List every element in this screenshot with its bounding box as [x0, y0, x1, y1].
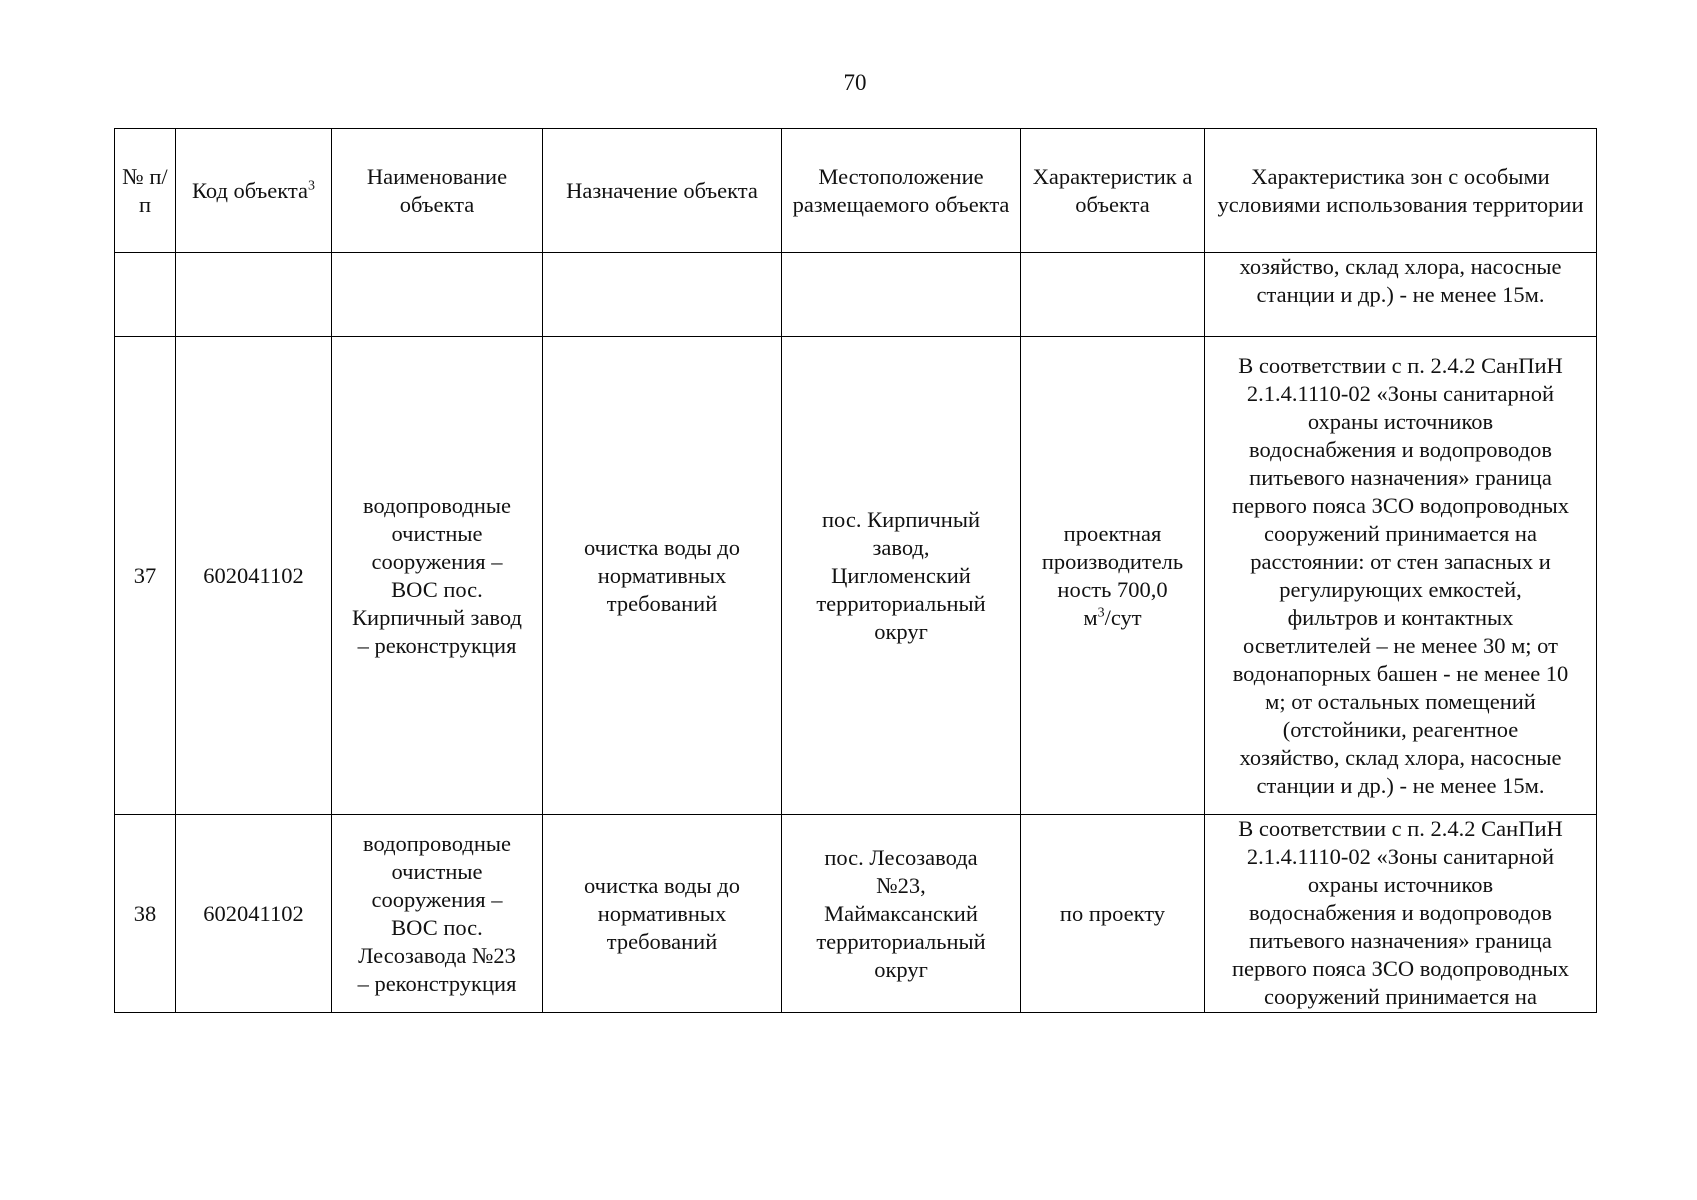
cell-code: 602041102 [176, 815, 332, 1013]
cell-name [332, 253, 543, 337]
cell-location: пос. Кирпичный завод, Цигломенский территориальный округ [782, 337, 1021, 815]
header-code: Код объекта$^3$ [176, 129, 332, 253]
header-purpose: Назначение объекта [543, 129, 782, 253]
cell-characteristics: по проекту [1021, 815, 1205, 1013]
header-name: Наименование объекта [332, 129, 543, 253]
objects-table [114, 128, 1597, 1013]
cell-characteristics: проектная производитель ность 700,0 $м^3$/сут [1021, 337, 1205, 815]
footnote-marker: 3 [308, 178, 316, 193]
table-row [115, 815, 1597, 1013]
cell-code [176, 253, 332, 337]
cell-purpose: очистка воды до нормативных требований [543, 815, 782, 1013]
cell-zones: хозяйство, склад хлора, насосные станции и др.) - не менее 15м. [1205, 253, 1597, 337]
cell-location: пос. Лесозавода №23, Маймаксанский территориальный округ [782, 815, 1021, 1013]
cell-num: 38 [115, 815, 176, 1013]
cell-name: водопроводные очистные сооружения – ВОС пос. Лесозавода №23 – реконструкция [332, 815, 543, 1013]
header-zones: Характеристика зон с особыми условиями использования территории [1205, 129, 1597, 253]
cell-zones: В соответствии с п. 2.4.2 СанПиН 2.1.4.1110-02 «Зоны санитарной охраны источников водоснабжения и водопроводов питьевого назначения» граница первого пояса ЗСО водопроводных сооружений принимается на расстоянии: от стен запасных и регулирующих емкостей, фильтров и контактных осветлителей – не менее 30 м; от водонапорных башен - не менее 10 м; от остальных помещений (отстойники, реагентное хозяйство, склад хлора, насосные станции и др.) - не менее 15м. [1205, 337, 1597, 815]
cell-zones: В соответствии с п. 2.4.2 СанПиН 2.1.4.1110-02 «Зоны санитарной охраны источников водоснабжения и водопроводов питьевого назначения» граница первого пояса ЗСО водопроводных сооружений принимается на [1205, 815, 1597, 1013]
cell-purpose: очистка воды до нормативных требований [543, 337, 782, 815]
page-number: 70 [843, 70, 867, 95]
table-row [115, 337, 1597, 815]
header-location: Местоположение размещаемого объекта [782, 129, 1021, 253]
cell-code: 602041102 [176, 337, 332, 815]
cell-num [115, 253, 176, 337]
cell-purpose [543, 253, 782, 337]
header-num: № п/п [115, 129, 176, 253]
table-header-row [115, 129, 1597, 253]
header-characteristics: Характеристик а объекта [1021, 129, 1205, 253]
cell-num: 37 [115, 337, 176, 815]
cell-location [782, 253, 1021, 337]
table-row [115, 253, 1597, 337]
cell-name: водопроводные очистные сооружения – ВОС пос. Кирпичный завод – реконструкция [332, 337, 543, 815]
cell-characteristics [1021, 253, 1205, 337]
